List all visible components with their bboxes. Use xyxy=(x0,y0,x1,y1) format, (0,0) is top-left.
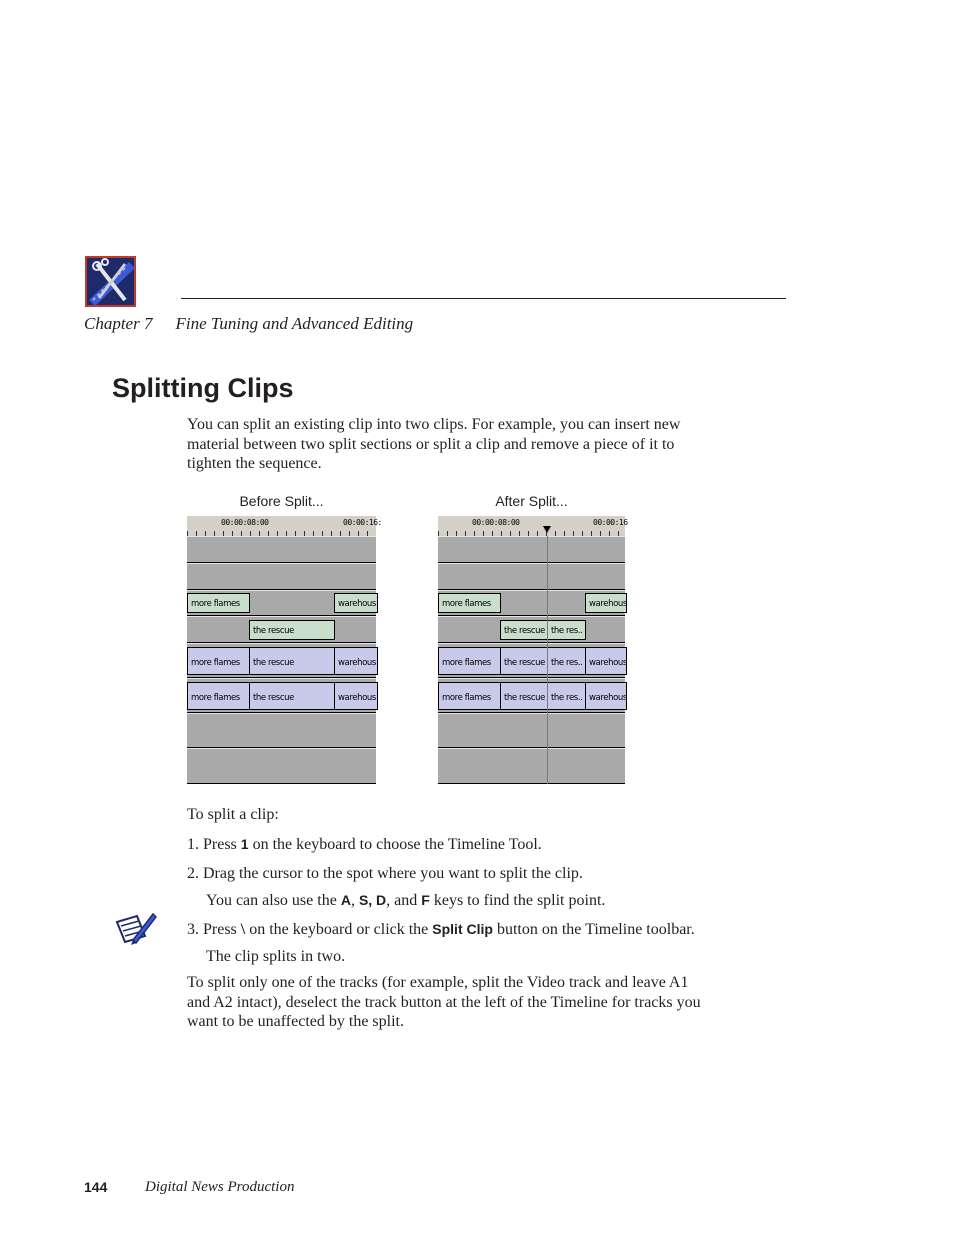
intro-paragraph xyxy=(187,415,680,474)
film-reel-scissors-logo-icon xyxy=(85,256,136,307)
timeline-track xyxy=(187,616,376,643)
timeline-track xyxy=(187,563,376,590)
timeline-track xyxy=(187,678,376,713)
clip[interactable]: warehous xyxy=(334,593,378,613)
book-title: Digital News Production xyxy=(145,1179,295,1195)
note-text: , and xyxy=(386,892,422,909)
chapter-header xyxy=(84,314,413,334)
timeline-track xyxy=(187,643,376,678)
clip[interactable]: more flames xyxy=(187,647,250,675)
clip[interactable]: warehous xyxy=(334,647,378,675)
closing-line: want to be unaffected by the split. xyxy=(187,1013,404,1030)
clip[interactable]: the rescue xyxy=(500,620,548,640)
note-text: You can also use the xyxy=(206,892,341,909)
intro-line: material between two split sections or split a clip and remove a piece of it to xyxy=(187,435,675,453)
split-clip-button-label: Split Clip xyxy=(432,921,493,937)
playhead-marker-icon[interactable] xyxy=(543,526,551,533)
step-3 xyxy=(187,920,695,940)
clip[interactable]: more flames xyxy=(438,647,501,675)
timecode-end: 00:00:16: xyxy=(343,518,382,527)
clip[interactable]: the res.. xyxy=(547,647,586,675)
clip[interactable]: the rescue xyxy=(249,682,335,710)
key-label: \ xyxy=(240,921,246,938)
note-text: , xyxy=(350,892,359,909)
clip[interactable]: warehous xyxy=(334,682,378,710)
clip[interactable]: the rescue xyxy=(500,647,548,675)
step-2 xyxy=(187,864,583,884)
clip[interactable]: more flames xyxy=(438,593,501,613)
timeline-ruler xyxy=(438,516,628,537)
chapter-label: Chapter 7 xyxy=(84,314,153,333)
timeline-track xyxy=(187,536,376,563)
clip[interactable]: the rescue xyxy=(249,647,335,675)
clip[interactable]: more flames xyxy=(187,593,250,613)
clip[interactable]: warehous xyxy=(585,682,627,710)
timeline-track xyxy=(438,536,625,563)
clip[interactable]: more flames xyxy=(438,682,501,710)
chapter-title: Fine Tuning and Advanced Editing xyxy=(175,314,414,333)
timeline-track xyxy=(438,748,625,784)
timeline-track xyxy=(438,563,625,590)
key-label: F xyxy=(421,892,430,908)
step-text: Press xyxy=(203,836,241,853)
before-split-caption: Before Split... xyxy=(239,493,324,509)
pen-note-icon xyxy=(115,910,157,946)
timeline-track xyxy=(438,643,625,678)
timeline-track xyxy=(187,590,376,616)
step-text: button on the Timeline toolbar. xyxy=(492,921,695,938)
timeline-track xyxy=(187,748,376,784)
timecode-start: 00:00:08:00 xyxy=(221,518,269,527)
timeline-track xyxy=(438,713,625,748)
clip[interactable]: warehous xyxy=(585,593,627,613)
split-point-line xyxy=(547,536,548,784)
note-text: keys to find the split point. xyxy=(429,892,606,909)
step-number: 1. xyxy=(187,836,199,853)
step-text: on the keyboard to choose the Timeline Tool. xyxy=(248,836,542,853)
closing-line: To split only one of the tracks (for example, split the Video track and leave A1 xyxy=(187,974,689,991)
header-rule xyxy=(181,298,786,299)
timecode-start: 00:00:08:00 xyxy=(472,518,520,527)
section-title: Splitting Clips xyxy=(112,373,294,403)
step-text: on the keyboard or click the xyxy=(245,921,433,938)
clip[interactable]: the rescue xyxy=(249,620,335,640)
timeline-after-split xyxy=(438,516,628,784)
closing-line: and A2 intact), deselect the track button at the left of the Timeline for tracks you xyxy=(187,993,701,1011)
clip[interactable]: the rescue xyxy=(500,682,548,710)
step-2-note xyxy=(206,891,605,911)
intro-line: You can split an existing clip into two clips. For example, you can insert new xyxy=(187,416,681,433)
clip[interactable]: the res.. xyxy=(547,620,586,640)
step-number: 2. xyxy=(187,865,199,882)
closing-paragraph xyxy=(187,973,701,1032)
key-label: S, D xyxy=(358,892,387,908)
page-number: 144 xyxy=(84,1179,108,1195)
key-label: A xyxy=(340,892,351,908)
intro-line: tighten the sequence. xyxy=(187,455,322,472)
timeline-ruler xyxy=(187,516,382,537)
clip[interactable]: more flames xyxy=(187,682,250,710)
timeline-track xyxy=(438,678,625,713)
timeline-before-split xyxy=(187,516,382,784)
step-3-result: The clip splits in two. xyxy=(206,948,346,965)
clip[interactable]: the res.. xyxy=(547,682,586,710)
timecode-end: 00:00:16 xyxy=(593,518,628,527)
timeline-track xyxy=(187,713,376,748)
clip[interactable]: warehous xyxy=(585,647,627,675)
step-1 xyxy=(187,835,542,855)
step-text: Drag the cursor to the spot where you want to split the clip. xyxy=(203,865,583,882)
step-number: 3. xyxy=(187,921,199,938)
after-split-caption: After Split... xyxy=(495,493,568,509)
key-label: 1 xyxy=(240,836,249,852)
step-text: Press xyxy=(203,921,241,938)
timeline-track xyxy=(438,616,625,643)
steps-lead: To split a clip: xyxy=(187,806,279,823)
timeline-track xyxy=(438,590,625,616)
